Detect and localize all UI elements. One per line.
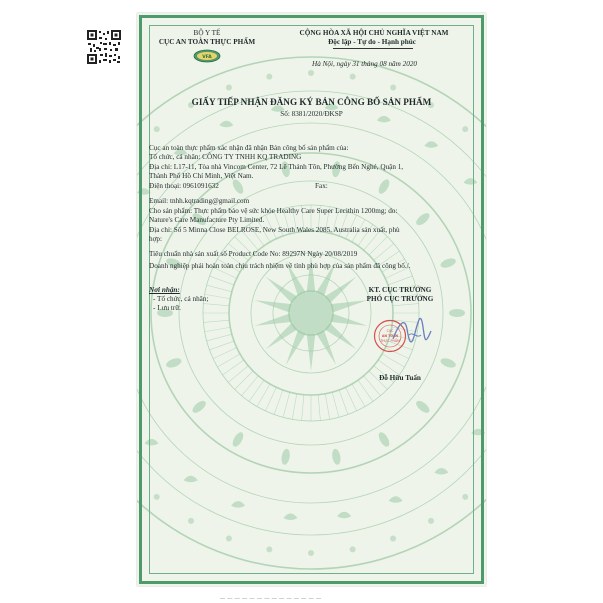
stamp-text-2: AN TOÀN (381, 334, 399, 338)
signature-title-2: PHÓ CỤC TRƯỞNG (366, 295, 434, 303)
recipient-1: - Tổ chức, cá nhân; (153, 295, 209, 303)
email-line: Email: tnhh.kqtrading@gmail.com (149, 197, 250, 205)
motto-underline (333, 48, 413, 49)
manufacturer-address-2: hợp: (149, 235, 162, 243)
recipients-heading: Nơi nhận: (149, 286, 180, 294)
standard-line: Tiêu chuẩn nhà sản xuất số Product Code No: 89297N Ngày 20/08/2019 (149, 250, 358, 258)
stamp-text-1: CỤC (386, 329, 394, 333)
certificate-page (137, 13, 486, 586)
address-line-2: Thành Phố Hồ Chí Minh, Việt Nam. (149, 172, 254, 180)
document-title: GIẤY TIẾP NHẬN ĐĂNG KÝ BẢN CÔNG BỐ SẢN PHẨM (191, 97, 432, 107)
ministry-name: BỘ Y TẾ (193, 29, 221, 37)
signer-name: Đỗ Hữu Tuấn (379, 374, 421, 382)
qr-code (86, 29, 122, 65)
phone-line: Điện thoại: 0961091632 (149, 182, 219, 190)
date-line: Hà Nội, ngày 31 tháng 08 năm 2020 (312, 60, 418, 68)
agency-name: CỤC AN TOÀN THỰC PHẨM (158, 38, 256, 46)
stamp-text-3: THỰC PHẨM (380, 339, 400, 343)
body-intro: Cục an toàn thực phẩm xác nhận đã nhận Bản công bố sản phẩm của: (149, 144, 349, 152)
recipient-2: - Lưu trữ. (153, 304, 181, 312)
responsibility-line: Doanh nghiệp phải hoàn toàn chịu trách nhiệm về tính phù hợp của sản phẩm đã công bố./. (149, 262, 411, 270)
manufacturer-address-1: Địa chỉ: Số 5 Minna Close BELROSE, New South Wales 2085, Australia sản xuất, phù (149, 226, 400, 234)
signature-title-1: KT. CỤC TRƯỞNG (368, 286, 432, 294)
handwritten-signature (386, 309, 435, 355)
agency-logo (193, 49, 221, 63)
fax-line: Fax: (315, 182, 328, 190)
address-line-1: Địa chỉ: L17-11, Tòa nhà Vincom Center, 72 Lê Thánh Tôn, Phường Bến Nghé, Quận 1, (149, 163, 404, 171)
national-motto: Độc lập - Tự do - Hạnh phúc (328, 38, 416, 46)
product-line-1: Cho sản phẩm: Thực phẩm bảo vệ sức khỏe Healthy Care Super Lecithin 1200mg; do: (149, 207, 398, 215)
document-number: Số: 8381/2020/ĐKSP (280, 110, 343, 118)
organization-line: Tổ chức, cá nhân: CÔNG TY TNHH KQ TRADING (149, 153, 302, 161)
page-edge-marks: — — — — — — — — — — — — — — (220, 596, 322, 602)
product-line-2: Nature's Care Manufacture Pty Limited. (149, 216, 265, 224)
svg-text:VFA: VFA (202, 55, 212, 60)
republic-name: CỘNG HÒA XÃ HỘI CHỦ NGHĨA VIỆT NAM (299, 29, 449, 37)
